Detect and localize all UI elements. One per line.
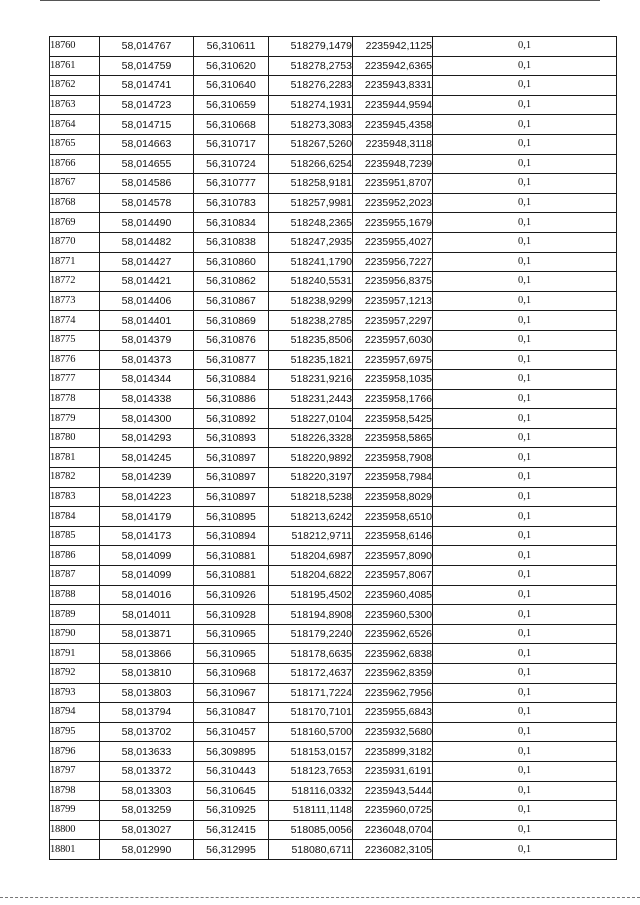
point-number-cell: 18784 — [50, 507, 100, 527]
y-coordinate-cell: 2235958,6510 — [353, 507, 433, 527]
y-coordinate-cell: 2235952,2023 — [353, 193, 433, 213]
accuracy-cell: 0,1 — [433, 154, 617, 174]
longitude-cell: 56,310967 — [194, 683, 269, 703]
point-number-cell: 18777 — [50, 370, 100, 390]
accuracy-cell: 0,1 — [433, 76, 617, 96]
x-coordinate-cell: 518279,1479 — [269, 37, 353, 57]
point-number-cell: 18766 — [50, 154, 100, 174]
accuracy-cell: 0,1 — [433, 526, 617, 546]
point-number-cell: 18773 — [50, 291, 100, 311]
point-number-cell: 18801 — [50, 840, 100, 860]
point-number-cell: 18769 — [50, 213, 100, 233]
longitude-cell: 56,310895 — [194, 507, 269, 527]
point-number-cell: 18778 — [50, 389, 100, 409]
point-number-cell: 18782 — [50, 468, 100, 488]
longitude-cell: 56,310894 — [194, 526, 269, 546]
latitude-cell: 58,014663 — [100, 134, 194, 154]
accuracy-cell: 0,1 — [433, 703, 617, 723]
point-number-cell: 18763 — [50, 95, 100, 115]
latitude-cell: 58,014723 — [100, 95, 194, 115]
x-coordinate-cell: 518258,9181 — [269, 174, 353, 194]
latitude-cell: 58,014099 — [100, 566, 194, 586]
latitude-cell: 58,014011 — [100, 605, 194, 625]
accuracy-cell: 0,1 — [433, 742, 617, 762]
latitude-cell: 58,014655 — [100, 154, 194, 174]
y-coordinate-cell: 2235942,6365 — [353, 56, 433, 76]
point-number-cell: 18794 — [50, 703, 100, 723]
y-coordinate-cell: 2235944,9594 — [353, 95, 433, 115]
table-row — [50, 409, 617, 429]
accuracy-cell: 0,1 — [433, 311, 617, 331]
point-number-cell: 18767 — [50, 174, 100, 194]
x-coordinate-cell: 518240,5531 — [269, 272, 353, 292]
accuracy-cell: 0,1 — [433, 448, 617, 468]
accuracy-cell: 0,1 — [433, 683, 617, 703]
accuracy-cell: 0,1 — [433, 232, 617, 252]
longitude-cell: 56,310717 — [194, 134, 269, 154]
longitude-cell: 56,310783 — [194, 193, 269, 213]
longitude-cell: 56,310892 — [194, 409, 269, 429]
point-number-cell: 18793 — [50, 683, 100, 703]
latitude-cell: 58,014490 — [100, 213, 194, 233]
latitude-cell: 58,014379 — [100, 330, 194, 350]
point-number-cell: 18787 — [50, 566, 100, 586]
x-coordinate-cell: 518274,1931 — [269, 95, 353, 115]
y-coordinate-cell: 2235962,7956 — [353, 683, 433, 703]
x-coordinate-cell: 518179,2240 — [269, 624, 353, 644]
scan-edge-top — [40, 0, 600, 4]
table-row — [50, 624, 617, 644]
x-coordinate-cell: 518170,7101 — [269, 703, 353, 723]
table-row — [50, 174, 617, 194]
y-coordinate-cell: 2235960,5300 — [353, 605, 433, 625]
x-coordinate-cell: 518267,5260 — [269, 134, 353, 154]
table-row — [50, 115, 617, 135]
longitude-cell: 56,310869 — [194, 311, 269, 331]
y-coordinate-cell: 2235932,5680 — [353, 722, 433, 742]
y-coordinate-cell: 2235957,8090 — [353, 546, 433, 566]
point-number-cell: 18761 — [50, 56, 100, 76]
longitude-cell: 56,310897 — [194, 468, 269, 488]
table-row — [50, 213, 617, 233]
y-coordinate-cell: 2235956,7227 — [353, 252, 433, 272]
longitude-cell: 56,310884 — [194, 370, 269, 390]
accuracy-cell: 0,1 — [433, 781, 617, 801]
table-row — [50, 193, 617, 213]
longitude-cell: 56,310881 — [194, 546, 269, 566]
x-coordinate-cell: 518241,1790 — [269, 252, 353, 272]
x-coordinate-cell: 518231,9216 — [269, 370, 353, 390]
y-coordinate-cell: 2235962,6838 — [353, 644, 433, 664]
latitude-cell: 58,014578 — [100, 193, 194, 213]
x-coordinate-cell: 518116,0332 — [269, 781, 353, 801]
longitude-cell: 56,310897 — [194, 448, 269, 468]
longitude-cell: 56,310611 — [194, 37, 269, 57]
point-number-cell: 18799 — [50, 801, 100, 821]
x-coordinate-cell: 518160,5700 — [269, 722, 353, 742]
point-number-cell: 18788 — [50, 585, 100, 605]
latitude-cell: 58,013633 — [100, 742, 194, 762]
table-row — [50, 820, 617, 840]
table-row — [50, 154, 617, 174]
accuracy-cell: 0,1 — [433, 820, 617, 840]
y-coordinate-cell: 2235962,6526 — [353, 624, 433, 644]
longitude-cell: 56,310860 — [194, 252, 269, 272]
table-row — [50, 76, 617, 96]
accuracy-cell: 0,1 — [433, 37, 617, 57]
latitude-cell: 58,014741 — [100, 76, 194, 96]
table-row — [50, 664, 617, 684]
latitude-cell: 58,014401 — [100, 311, 194, 331]
y-coordinate-cell: 2235957,2297 — [353, 311, 433, 331]
point-number-cell: 18774 — [50, 311, 100, 331]
y-coordinate-cell: 2235958,6146 — [353, 526, 433, 546]
point-number-cell: 18790 — [50, 624, 100, 644]
point-number-cell: 18789 — [50, 605, 100, 625]
longitude-cell: 56,310645 — [194, 781, 269, 801]
x-coordinate-cell: 518080,6711 — [269, 840, 353, 860]
x-coordinate-cell: 518276,2283 — [269, 76, 353, 96]
point-number-cell: 18764 — [50, 115, 100, 135]
longitude-cell: 56,310838 — [194, 232, 269, 252]
y-coordinate-cell: 2235957,1213 — [353, 291, 433, 311]
x-coordinate-cell: 518195,4502 — [269, 585, 353, 605]
longitude-cell: 56,310968 — [194, 664, 269, 684]
x-coordinate-cell: 518238,9299 — [269, 291, 353, 311]
y-coordinate-cell: 2235955,1679 — [353, 213, 433, 233]
y-coordinate-cell: 2235957,8067 — [353, 566, 433, 586]
longitude-cell: 56,310724 — [194, 154, 269, 174]
point-number-cell: 18770 — [50, 232, 100, 252]
y-coordinate-cell: 2235899,3182 — [353, 742, 433, 762]
y-coordinate-cell: 2235948,7239 — [353, 154, 433, 174]
table-row — [50, 232, 617, 252]
y-coordinate-cell: 2235951,8707 — [353, 174, 433, 194]
longitude-cell: 56,310867 — [194, 291, 269, 311]
longitude-cell: 56,310640 — [194, 76, 269, 96]
x-coordinate-cell: 518085,0056 — [269, 820, 353, 840]
accuracy-cell: 0,1 — [433, 193, 617, 213]
longitude-cell: 56,310965 — [194, 644, 269, 664]
x-coordinate-cell: 518172,4637 — [269, 664, 353, 684]
accuracy-cell: 0,1 — [433, 761, 617, 781]
accuracy-cell: 0,1 — [433, 840, 617, 860]
accuracy-cell: 0,1 — [433, 350, 617, 370]
table-row — [50, 703, 617, 723]
y-coordinate-cell: 2235942,1125 — [353, 37, 433, 57]
x-coordinate-cell: 518194,8908 — [269, 605, 353, 625]
longitude-cell: 56,310965 — [194, 624, 269, 644]
table-row — [50, 134, 617, 154]
accuracy-cell: 0,1 — [433, 664, 617, 684]
table-row — [50, 291, 617, 311]
table-row — [50, 468, 617, 488]
table-row — [50, 350, 617, 370]
y-coordinate-cell: 2235958,5865 — [353, 428, 433, 448]
y-coordinate-cell: 2235943,8331 — [353, 76, 433, 96]
point-number-cell: 18792 — [50, 664, 100, 684]
y-coordinate-cell: 2235958,1766 — [353, 389, 433, 409]
latitude-cell: 58,013303 — [100, 781, 194, 801]
latitude-cell: 58,014173 — [100, 526, 194, 546]
y-coordinate-cell: 2235958,1035 — [353, 370, 433, 390]
table-row — [50, 605, 617, 625]
table-row — [50, 95, 617, 115]
y-coordinate-cell: 2235955,4027 — [353, 232, 433, 252]
table-row — [50, 448, 617, 468]
table-row — [50, 546, 617, 566]
y-coordinate-cell: 2235960,0725 — [353, 801, 433, 821]
x-coordinate-cell: 518171,7224 — [269, 683, 353, 703]
table-body — [50, 37, 617, 860]
longitude-cell: 56,309895 — [194, 742, 269, 762]
x-coordinate-cell: 518204,6987 — [269, 546, 353, 566]
longitude-cell: 56,310928 — [194, 605, 269, 625]
x-coordinate-cell: 518257,9981 — [269, 193, 353, 213]
y-coordinate-cell: 2235960,4085 — [353, 585, 433, 605]
y-coordinate-cell: 2235962,8359 — [353, 664, 433, 684]
x-coordinate-cell: 518235,1821 — [269, 350, 353, 370]
table-row — [50, 252, 617, 272]
latitude-cell: 58,014715 — [100, 115, 194, 135]
point-number-cell: 18765 — [50, 134, 100, 154]
accuracy-cell: 0,1 — [433, 605, 617, 625]
latitude-cell: 58,013702 — [100, 722, 194, 742]
longitude-cell: 56,310881 — [194, 566, 269, 586]
table-row — [50, 742, 617, 762]
longitude-cell: 56,310925 — [194, 801, 269, 821]
latitude-cell: 58,014406 — [100, 291, 194, 311]
accuracy-cell: 0,1 — [433, 644, 617, 664]
point-number-cell: 18776 — [50, 350, 100, 370]
y-coordinate-cell: 2235958,5425 — [353, 409, 433, 429]
y-coordinate-cell: 2235945,4358 — [353, 115, 433, 135]
y-coordinate-cell: 2235958,7908 — [353, 448, 433, 468]
accuracy-cell: 0,1 — [433, 801, 617, 821]
longitude-cell: 56,310893 — [194, 428, 269, 448]
longitude-cell: 56,310847 — [194, 703, 269, 723]
accuracy-cell: 0,1 — [433, 389, 617, 409]
latitude-cell: 58,014427 — [100, 252, 194, 272]
table-row — [50, 526, 617, 546]
accuracy-cell: 0,1 — [433, 291, 617, 311]
longitude-cell: 56,310659 — [194, 95, 269, 115]
x-coordinate-cell: 518218,5238 — [269, 487, 353, 507]
table-row — [50, 56, 617, 76]
coordinates-table — [49, 36, 617, 860]
latitude-cell: 58,014179 — [100, 507, 194, 527]
point-number-cell: 18786 — [50, 546, 100, 566]
accuracy-cell: 0,1 — [433, 134, 617, 154]
point-number-cell: 18795 — [50, 722, 100, 742]
y-coordinate-cell: 2235956,8375 — [353, 272, 433, 292]
latitude-cell: 58,013259 — [100, 801, 194, 821]
latitude-cell: 58,013027 — [100, 820, 194, 840]
latitude-cell: 58,014293 — [100, 428, 194, 448]
latitude-cell: 58,013866 — [100, 644, 194, 664]
point-number-cell: 18800 — [50, 820, 100, 840]
y-coordinate-cell: 2235931,6191 — [353, 761, 433, 781]
accuracy-cell: 0,1 — [433, 507, 617, 527]
latitude-cell: 58,014482 — [100, 232, 194, 252]
x-coordinate-cell: 518220,9892 — [269, 448, 353, 468]
latitude-cell: 58,014373 — [100, 350, 194, 370]
x-coordinate-cell: 518273,3083 — [269, 115, 353, 135]
point-number-cell: 18781 — [50, 448, 100, 468]
accuracy-cell: 0,1 — [433, 174, 617, 194]
point-number-cell: 18772 — [50, 272, 100, 292]
table-row — [50, 761, 617, 781]
latitude-cell: 58,013871 — [100, 624, 194, 644]
y-coordinate-cell: 2235957,6975 — [353, 350, 433, 370]
point-number-cell: 18760 — [50, 37, 100, 57]
longitude-cell: 56,310926 — [194, 585, 269, 605]
latitude-cell: 58,014421 — [100, 272, 194, 292]
table-row — [50, 644, 617, 664]
x-coordinate-cell: 518226,3328 — [269, 428, 353, 448]
x-coordinate-cell: 518220,3197 — [269, 468, 353, 488]
y-coordinate-cell: 2235943,5444 — [353, 781, 433, 801]
longitude-cell: 56,310457 — [194, 722, 269, 742]
accuracy-cell: 0,1 — [433, 722, 617, 742]
accuracy-cell: 0,1 — [433, 330, 617, 350]
y-coordinate-cell: 2235958,7984 — [353, 468, 433, 488]
longitude-cell: 56,310886 — [194, 389, 269, 409]
table-row — [50, 487, 617, 507]
point-number-cell: 18783 — [50, 487, 100, 507]
x-coordinate-cell: 518212,9711 — [269, 526, 353, 546]
latitude-cell: 58,014223 — [100, 487, 194, 507]
point-number-cell: 18775 — [50, 330, 100, 350]
table-row — [50, 370, 617, 390]
accuracy-cell: 0,1 — [433, 468, 617, 488]
longitude-cell: 56,310876 — [194, 330, 269, 350]
latitude-cell: 58,012990 — [100, 840, 194, 860]
point-number-cell: 18779 — [50, 409, 100, 429]
point-number-cell: 18791 — [50, 644, 100, 664]
x-coordinate-cell: 518123,7653 — [269, 761, 353, 781]
accuracy-cell: 0,1 — [433, 566, 617, 586]
latitude-cell: 58,014300 — [100, 409, 194, 429]
y-coordinate-cell: 2236082,3105 — [353, 840, 433, 860]
y-coordinate-cell: 2235955,6843 — [353, 703, 433, 723]
table-row — [50, 428, 617, 448]
latitude-cell: 58,014239 — [100, 468, 194, 488]
latitude-cell: 58,013794 — [100, 703, 194, 723]
longitude-cell: 56,310834 — [194, 213, 269, 233]
x-coordinate-cell: 518153,0157 — [269, 742, 353, 762]
latitude-cell: 58,014344 — [100, 370, 194, 390]
table-row — [50, 722, 617, 742]
point-number-cell: 18796 — [50, 742, 100, 762]
table-row — [50, 585, 617, 605]
x-coordinate-cell: 518213,6242 — [269, 507, 353, 527]
point-number-cell: 18771 — [50, 252, 100, 272]
point-number-cell: 18780 — [50, 428, 100, 448]
longitude-cell: 56,310620 — [194, 56, 269, 76]
x-coordinate-cell: 518235,8506 — [269, 330, 353, 350]
table-row — [50, 507, 617, 527]
longitude-cell: 56,310877 — [194, 350, 269, 370]
latitude-cell: 58,014245 — [100, 448, 194, 468]
accuracy-cell: 0,1 — [433, 624, 617, 644]
point-number-cell: 18768 — [50, 193, 100, 213]
table-row — [50, 683, 617, 703]
table-row — [50, 801, 617, 821]
x-coordinate-cell: 518238,2785 — [269, 311, 353, 331]
point-number-cell: 18798 — [50, 781, 100, 801]
x-coordinate-cell: 518248,2365 — [269, 213, 353, 233]
longitude-cell: 56,310897 — [194, 487, 269, 507]
x-coordinate-cell: 518178,6635 — [269, 644, 353, 664]
scan-edge-bottom — [0, 897, 640, 900]
y-coordinate-cell: 2235958,8029 — [353, 487, 433, 507]
latitude-cell: 58,014767 — [100, 37, 194, 57]
table-row — [50, 840, 617, 860]
point-number-cell: 18797 — [50, 761, 100, 781]
table-row — [50, 272, 617, 292]
accuracy-cell: 0,1 — [433, 409, 617, 429]
table-row — [50, 311, 617, 331]
latitude-cell: 58,014338 — [100, 389, 194, 409]
x-coordinate-cell: 518111,1148 — [269, 801, 353, 821]
latitude-cell: 58,013803 — [100, 683, 194, 703]
table-row — [50, 389, 617, 409]
x-coordinate-cell: 518227,0104 — [269, 409, 353, 429]
accuracy-cell: 0,1 — [433, 585, 617, 605]
accuracy-cell: 0,1 — [433, 213, 617, 233]
latitude-cell: 58,013372 — [100, 761, 194, 781]
longitude-cell: 56,310443 — [194, 761, 269, 781]
longitude-cell: 56,312415 — [194, 820, 269, 840]
longitude-cell: 56,312995 — [194, 840, 269, 860]
accuracy-cell: 0,1 — [433, 487, 617, 507]
table-row — [50, 781, 617, 801]
x-coordinate-cell: 518231,2443 — [269, 389, 353, 409]
y-coordinate-cell: 2235948,3118 — [353, 134, 433, 154]
accuracy-cell: 0,1 — [433, 370, 617, 390]
longitude-cell: 56,310777 — [194, 174, 269, 194]
accuracy-cell: 0,1 — [433, 428, 617, 448]
latitude-cell: 58,014586 — [100, 174, 194, 194]
accuracy-cell: 0,1 — [433, 272, 617, 292]
x-coordinate-cell: 518278,2753 — [269, 56, 353, 76]
latitude-cell: 58,013810 — [100, 664, 194, 684]
latitude-cell: 58,014759 — [100, 56, 194, 76]
point-number-cell: 18762 — [50, 76, 100, 96]
longitude-cell: 56,310668 — [194, 115, 269, 135]
y-coordinate-cell: 2235957,6030 — [353, 330, 433, 350]
accuracy-cell: 0,1 — [433, 115, 617, 135]
x-coordinate-cell: 518247,2935 — [269, 232, 353, 252]
table-row — [50, 566, 617, 586]
latitude-cell: 58,014099 — [100, 546, 194, 566]
latitude-cell: 58,014016 — [100, 585, 194, 605]
point-number-cell: 18785 — [50, 526, 100, 546]
accuracy-cell: 0,1 — [433, 95, 617, 115]
table-row — [50, 330, 617, 350]
x-coordinate-cell: 518204,6822 — [269, 566, 353, 586]
accuracy-cell: 0,1 — [433, 252, 617, 272]
accuracy-cell: 0,1 — [433, 56, 617, 76]
x-coordinate-cell: 518266,6254 — [269, 154, 353, 174]
accuracy-cell: 0,1 — [433, 546, 617, 566]
table-row — [50, 37, 617, 57]
longitude-cell: 56,310862 — [194, 272, 269, 292]
y-coordinate-cell: 2236048,0704 — [353, 820, 433, 840]
